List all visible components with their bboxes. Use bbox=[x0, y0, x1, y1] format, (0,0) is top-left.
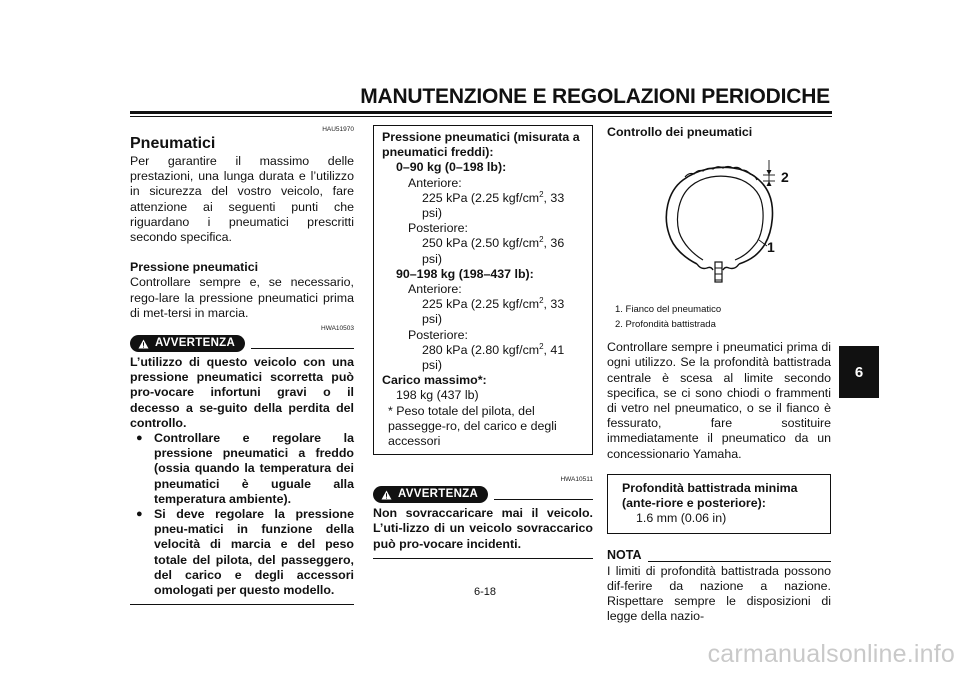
tread-depth-spec-box bbox=[607, 474, 831, 535]
figure-callout-2: 2 bbox=[781, 169, 789, 186]
warning-bottom-rule bbox=[373, 558, 593, 559]
spec-footnote: * Peso totale del pilota, del passegge-ro, del carico e degli accessori bbox=[388, 403, 557, 449]
header-rule-thin bbox=[130, 116, 832, 117]
left-column bbox=[130, 125, 354, 605]
chapter-tab[interactable]: 6 bbox=[839, 346, 879, 398]
max-load-value: 198 kg (437 lb) bbox=[396, 388, 479, 403]
front-pressure-1: 225 kPa (2.25 kgf/$cm^2$, 33 psi) bbox=[422, 189, 565, 221]
section-code: HAU51970 bbox=[322, 126, 354, 133]
warning-header-rule bbox=[494, 490, 593, 500]
spec-title: Pressione pneumatici (misurata a pneumatici freddi): bbox=[382, 130, 580, 160]
header-rule-thick bbox=[130, 111, 832, 114]
warning-text: Non sovraccaricare mai il veicolo. L’uti-lizzo di un veicolo sovraccarico può pro-vocare incidenti. bbox=[373, 506, 593, 551]
warning-header bbox=[373, 486, 593, 503]
warning-header-rule bbox=[251, 339, 354, 349]
warning-label: AVVERTENZA bbox=[155, 337, 236, 350]
section-title: Pneumatici bbox=[130, 135, 216, 152]
watermark: carmanualsonline.info bbox=[707, 640, 955, 668]
bullet-text: Controllare e regolare la pressione pneumatici a freddo (ossia quando la temperatura dei pneumatici è uguale alla temperatura ambiente). bbox=[154, 431, 354, 506]
figure-caption-1: 1. Fianco del pneumatico bbox=[615, 304, 722, 316]
bullet-dot: ● bbox=[136, 432, 143, 445]
warning-triangle-icon bbox=[381, 490, 392, 500]
tire-cross-section-drawing bbox=[607, 146, 831, 294]
tire-check-paragraph: Controllare sempre i pneumatici prima di ogni utilizzo. Se la profondità battistrada centrale è scesa al limite secondo specifica, se ci sono chiodi o frammenti di vetro nel pneumatico, o se il fianco è fessurato, fare sostituire immediatamente il pneumatico da un concessionario Yamaha. bbox=[607, 340, 831, 461]
bullet-text: Si deve regolare la pressione pneu-matici in funzione della velocità di marcia e del peso totale del pilota, del passeggero, del carico e degli accessori omologati per questo modello. bbox=[154, 507, 354, 598]
rear-label-1: Posteriore: bbox=[408, 221, 468, 236]
load-range-1: 0–90 kg (0–198 lb): bbox=[396, 160, 507, 175]
figure-callout-1: 1 bbox=[767, 239, 775, 256]
nota-header bbox=[607, 548, 831, 563]
tire-check-heading: Controllo dei pneumatici bbox=[607, 125, 753, 139]
page-header-title: MANUTENZIONE E REGOLAZIONI PERIODICHE bbox=[360, 85, 830, 108]
figure-caption-2: 2. Profondità battistrada bbox=[615, 319, 716, 331]
warning-code: HWA10511 bbox=[560, 476, 593, 484]
front-label-2: Anteriore: bbox=[408, 282, 462, 297]
pressure-heading: Pressione pneumatici bbox=[130, 260, 259, 275]
tread-depth-title: Profondità battistrada minima (ante-riore e posteriore): bbox=[622, 480, 798, 511]
warning-badge bbox=[373, 486, 488, 503]
warning-triangle-icon bbox=[138, 339, 149, 349]
front-pressure-2: 225 kPa (2.25 kgf/$cm^2$, 33 psi) bbox=[422, 296, 565, 327]
tread-depth-value: 1.6 mm (0.06 in) bbox=[636, 511, 727, 526]
warning-bottom-rule bbox=[130, 604, 354, 605]
rear-pressure-1: 250 kPa (2.50 kgf/$cm^2$, 36 psi) bbox=[422, 235, 565, 266]
tire-pressure-spec-box bbox=[373, 125, 593, 455]
warning-bullet bbox=[130, 431, 354, 507]
tire-figure bbox=[607, 146, 831, 294]
rear-pressure-2: 280 kPa (2.80 kgf/$cm^2$, 41 psi) bbox=[422, 341, 565, 373]
rear-label-2: Posteriore: bbox=[408, 327, 468, 342]
middle-column bbox=[373, 125, 593, 559]
load-range-2: 90–198 kg (198–437 lb): bbox=[396, 266, 534, 281]
max-load-label: Carico massimo*: bbox=[382, 373, 487, 388]
warning-bullet bbox=[130, 507, 354, 598]
page-number: 6-18 bbox=[473, 586, 497, 598]
warning-label: AVVERTENZA bbox=[398, 488, 479, 501]
bullet-dot: ● bbox=[136, 508, 143, 521]
pressure-paragraph: Controllare sempre e, se necessario, rego-lare la pressione pneumatici prima di met-tersi in marcia. bbox=[130, 275, 354, 320]
warning-header bbox=[130, 335, 354, 352]
warning-text: L’utilizzo di questo veicolo con una pressione pneumatici scorretta può pro-vocare infortuni gravi o il decesso a se-guito della perdita del controllo. bbox=[130, 355, 354, 430]
intro-paragraph: Per garantire il massimo delle prestazioni, una lunga durata e l’utilizzo in sicurezza del vostro veicolo, fare attenzione ai seguenti punti che riguardano i pneumatici prescritti secondo specifica. bbox=[130, 154, 354, 245]
nota-text: I limiti di profondità battistrada possono dif-ferire da nazione a nazione. Rispettare sempre le disposizioni di legge della nazio- bbox=[607, 563, 831, 624]
front-label-1: Anteriore: bbox=[408, 175, 462, 190]
nota-rule bbox=[648, 551, 832, 562]
warning-badge bbox=[130, 335, 245, 352]
warning-code: HWA10503 bbox=[321, 325, 354, 333]
nota-label: NOTA bbox=[607, 548, 642, 563]
right-column bbox=[607, 125, 831, 624]
